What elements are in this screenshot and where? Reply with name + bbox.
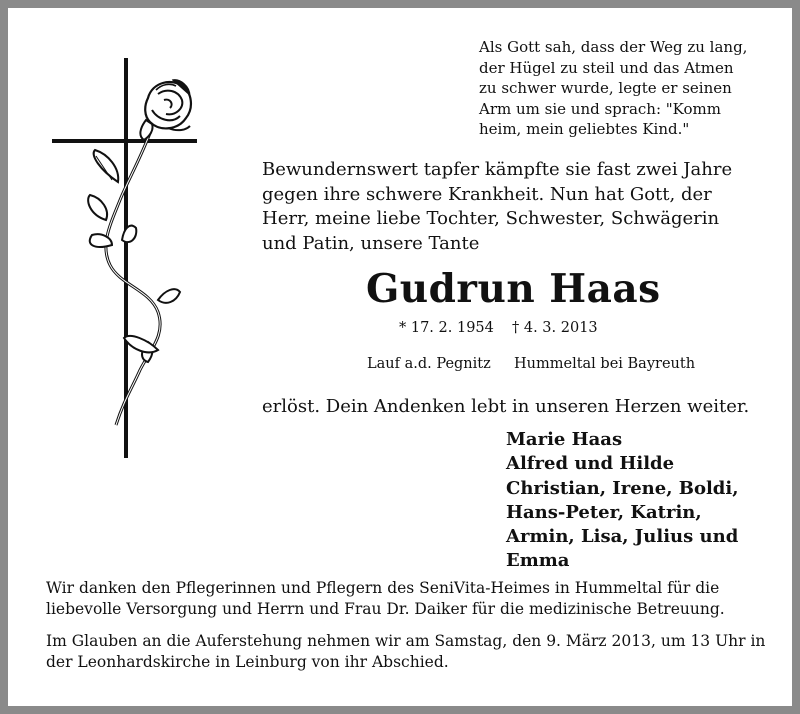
deceased-name: Gudrun Haas	[366, 266, 661, 312]
poem-line: zu schwer wurde, legte er seinen	[479, 79, 732, 97]
poem-line: Als Gott sah, dass der Weg zu lang,	[479, 38, 748, 56]
birth-place: Lauf a.d. Pegnitz	[367, 356, 491, 372]
family-mourners	[506, 428, 738, 574]
poem-line: heim, mein geliebtes Kind."	[479, 120, 690, 138]
family-line: Marie Haas	[506, 429, 623, 450]
thanks-line: liebevolle Versorgung und Herrn und Frau Dr. Daiker für die medizinische Betreuung.	[46, 600, 725, 618]
family-line: Armin, Lisa, Julius und	[506, 526, 739, 548]
service-line: der Leonhardskirche in Leinburg von ihr Abschied.	[46, 653, 449, 671]
birth-date: * 17. 2. 1954	[399, 320, 494, 336]
closing-text: erlöst. Dein Andenken lebt in unseren Herzen weiter.	[262, 396, 750, 417]
death-place: Hummeltal bei Bayreuth	[514, 356, 696, 372]
intro-line: Herr, meine liebe Tochter, Schwester, Schwägerin	[262, 208, 720, 229]
intro-line: Bewundernswert tapfer kämpfte sie fast zwei Jahre	[262, 159, 733, 180]
poem-line: der Hügel zu steil und das Atmen	[479, 58, 734, 77]
intro-line: und Patin, unsere Tante	[262, 232, 480, 254]
cross-with-rose-icon	[40, 50, 210, 470]
thanks-line: Wir danken den Pflegerinnen und Pflegern des SeniVita-Heimes in Hummeltal für die	[46, 579, 720, 597]
service-line: Im Glauben an die Auferstehung nehmen wir am Samstag, den 9. März 2013, um 13 Uhr in	[46, 632, 766, 650]
family-line: Emma	[506, 550, 570, 572]
thanks-text	[46, 578, 725, 620]
service-announcement	[46, 631, 765, 673]
family-line: Alfred und Hilde	[506, 453, 675, 475]
death-date: † 4. 3. 2013	[512, 320, 598, 336]
poem-quote	[479, 37, 747, 140]
family-line: Christian, Irene, Boldi,	[506, 477, 739, 499]
poem-line: Arm um sie und sprach: "Komm	[479, 99, 721, 118]
intro-text	[262, 158, 732, 256]
family-line: Hans-Peter, Katrin,	[506, 501, 702, 523]
intro-line: gegen ihre schwere Krankheit. Nun hat Gott, der	[262, 183, 712, 205]
